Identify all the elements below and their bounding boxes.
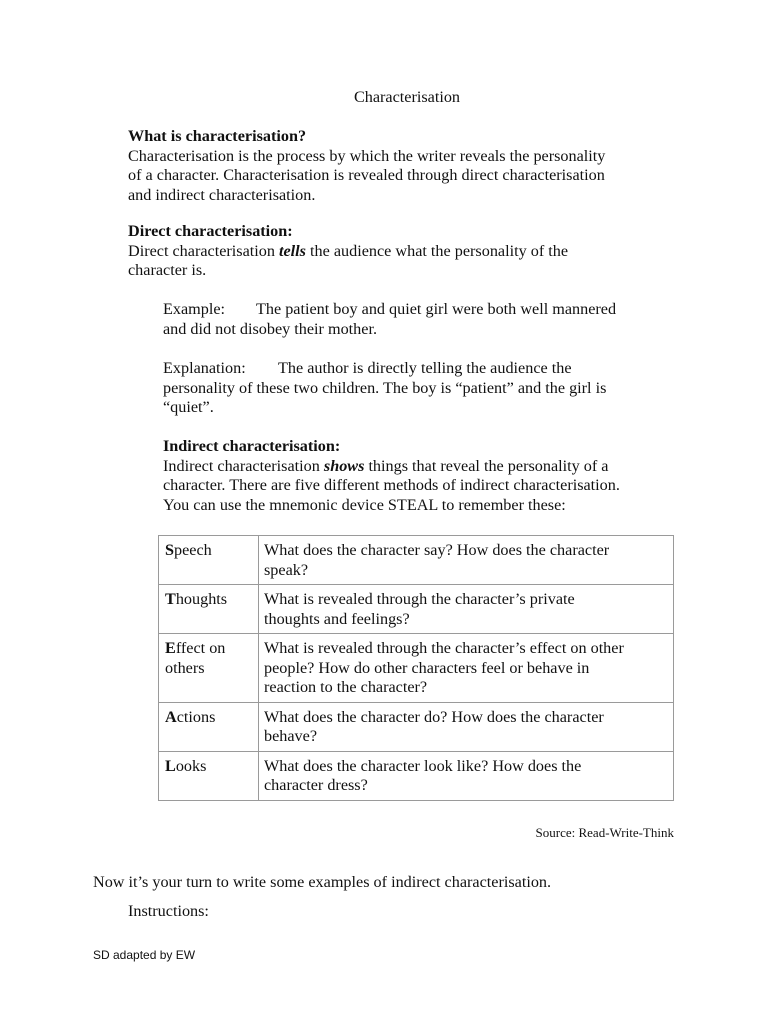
table-row [159,634,674,703]
table-row [159,585,674,634]
what-is-line: and indirect characterisation. [128,185,316,204]
method-cell: Actions [159,702,259,751]
description-cell: What does the character say? How does the character speak? [259,536,674,585]
table-row [159,751,674,800]
indirect-heading: Indirect characterisation: [163,437,341,455]
method-cell: Effect on others [159,634,259,703]
direct-emphasis: tells [279,241,306,260]
footer-note: SD adapted by EW [93,948,196,962]
description-cell: What is revealed through the character’s private thoughts and feelings? [259,585,674,634]
indirect-line-3: You can use the mnemonic device STEAL to remember these: [163,495,566,514]
explanation-block [163,359,703,418]
your-turn-text: Now it’s your turn to write some examples of indirect characterisation. [93,873,552,891]
method-cell: Speech [159,536,259,585]
what-is-heading: What is characterisation? [128,127,307,145]
direct-line-2: character is. [128,261,207,279]
indirect-line-2: character. There are five different methods of indirect characterisation. [163,476,620,494]
example-line-2: and did not disobey their mother. [163,319,378,338]
description-cell: What does the character look like? How does the character dress? [259,751,674,800]
method-cell: Looks [159,751,259,800]
description-cell: What is revealed through the character’s effect on other people? How do other characters feel or behave in reaction to the character? [259,634,674,703]
table-row [159,702,674,751]
what-is-line: Characterisation is the process by which the writer reveals the personality [128,146,606,165]
steal-table [158,535,674,801]
example-block [163,300,703,339]
direct-heading: Direct characterisation: [128,222,293,240]
example-line-1: The patient boy and quiet girl were both well mannered [256,300,617,318]
what-is-section [128,127,688,205]
description-cell: What does the character do? How does the character behave? [259,702,674,751]
page-title: Characterisation [353,88,461,106]
method-cell: Thoughts [159,585,259,634]
example-label: Example: [163,300,226,318]
table-row [159,536,674,585]
explanation-line-2: personality of these two children. The boy is “patient” and the girl is [163,378,607,397]
indirect-section [163,437,703,515]
indirect-line-1: Indirect characterisation shows things that reveal the personality of a [163,456,609,475]
indirect-emphasis: shows [323,456,365,475]
direct-line-1: Direct characterisation tells the audience what the personality of the [128,241,569,260]
explanation-label: Explanation: [163,359,246,377]
what-is-line: of a character. Characterisation is revealed through direct characterisation [128,166,605,184]
source-credit: Source: Read-Write-Think [535,825,674,840]
instructions-label: Instructions: [128,902,209,920]
direct-section [128,222,688,281]
explanation-line-3: “quiet”. [163,398,214,416]
explanation-line-1: The author is directly telling the audience the [278,359,572,377]
